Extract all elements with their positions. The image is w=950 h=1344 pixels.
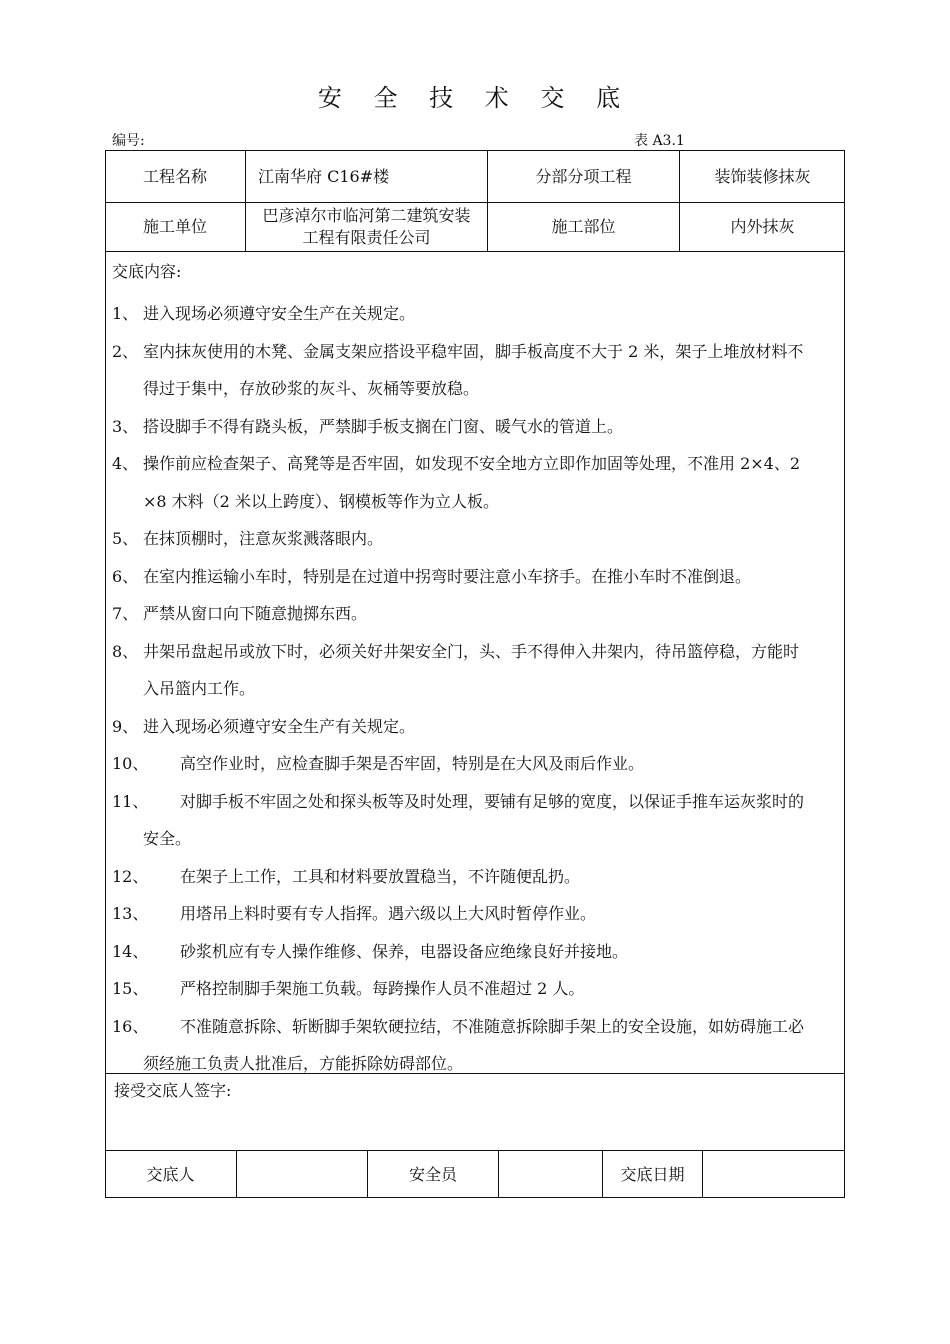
contractor-value (246, 203, 487, 251)
list-item-number: 16、 (112, 1016, 149, 1036)
list-item-number: 13、 (112, 904, 149, 923)
list-item-indent (112, 670, 143, 708)
list-item-text: 入吊篮内工作。 (143, 679, 256, 698)
list-item-indent (112, 820, 143, 858)
list-item-number: 6、 (112, 566, 139, 586)
list-item-text: 搭设脚手不得有跷头板，严禁脚手板支搁在门窗、暖气水的管道上。 (143, 416, 624, 436)
list-item-number: 1、 (112, 304, 139, 323)
list-item-number: 7、 (112, 604, 139, 623)
list-item-number: 2、 (112, 341, 139, 361)
contractor-label: 施工单位 (142, 217, 207, 236)
sub-project-value: 装饰装修抹灰 (714, 166, 811, 186)
list-item-number: 12、 (112, 866, 149, 886)
contractor-value-line-2: 工程有限责任公司 (302, 228, 431, 247)
list-item-text: 室内抹灰使用的木凳、金属支架应搭设平稳牢固，脚手板高度不大于 2 米，架子上堆放材料不 (143, 341, 804, 361)
list-item-text: 井架吊盘起吊或放下时，必须关好井架安全门，头、手不得伸入井架内，待吊篮停稳，方能时 (143, 641, 800, 661)
discloser-value[interactable] (237, 1151, 367, 1198)
list-item-continuation (112, 670, 842, 708)
list-item (112, 858, 842, 896)
list-item-continuation (112, 483, 842, 521)
list-item-text: 在室内推运输小车时，特别是在过道中拐弯时要注意小车挤手。在推小车时不准倒退。 (143, 566, 752, 586)
list-item (112, 895, 842, 933)
list-item-continuation (112, 370, 842, 408)
serial-number-label: 编号: (112, 133, 145, 149)
list-item-text: 砂浆机应有专人操作维修、保养，电器设备应绝缘良好并接地。 (180, 941, 629, 961)
table-rule (105, 251, 845, 252)
list-item-number: 9、 (112, 716, 139, 736)
receiver-signature-label: 接受交底人签字: (114, 1081, 232, 1100)
list-item-number: 14、 (112, 941, 149, 961)
list-item (112, 970, 842, 1008)
list-item-text: 用塔吊上料时要有专人指挥。遇六级以上大风时暂停作业。 (180, 904, 597, 923)
list-item-text: 严格控制脚手架施工负载。每跨操作人员不准超过 2 人。 (180, 979, 585, 998)
list-item (112, 633, 842, 671)
content-items (112, 295, 842, 1083)
list-item (112, 295, 842, 333)
project-name-value: 江南华府 C16#楼 (258, 166, 390, 186)
safety-officer-label: 安全员 (408, 1164, 457, 1184)
list-item-text: 操作前应检查架子、高凳等是否牢固，如发现不安全地方立即作加固等处理，不准用 2×4、2 (143, 454, 801, 473)
form-number: 表 A3.1 (634, 133, 685, 149)
list-item-number: 15、 (112, 979, 149, 998)
list-item-text: 得过于集中，存放砂浆的灰斗、灰桶等要放稳。 (143, 379, 480, 398)
sub-project-label: 分部分项工程 (535, 166, 632, 186)
disclosure-content (112, 258, 842, 1083)
list-item-text: 对脚手板不牢固之处和探头板等及时处理，要铺有足够的宽度，以保证手推车运灰浆时的 (180, 791, 805, 811)
disclosure-date-label: 交底日期 (620, 1164, 685, 1184)
list-item-number: 11、 (112, 791, 149, 811)
list-item-number: 10、 (112, 754, 149, 773)
list-item-indent (112, 370, 143, 408)
discloser-label: 交底人 (146, 1164, 195, 1184)
list-item-number: 5、 (112, 529, 139, 548)
list-item-continuation (112, 1045, 842, 1083)
list-item (112, 708, 842, 746)
list-item (112, 558, 842, 596)
list-item (112, 783, 842, 821)
list-item-text: 进入现场必须遵守安全生产有关规定。 (143, 716, 416, 736)
list-item (112, 745, 842, 783)
list-item-indent (112, 483, 143, 521)
list-item-number: 8、 (112, 641, 139, 661)
list-item-text: 安全。 (143, 829, 192, 848)
disclosure-date-value[interactable] (703, 1151, 845, 1198)
list-item (112, 933, 842, 971)
list-item-number: 3、 (112, 416, 139, 436)
contractor-value-line-1: 巴彦淖尔市临河第二建筑安装 (262, 206, 471, 225)
list-item-text: 在抹顶棚时，注意灰浆溅落眼内。 (143, 529, 384, 548)
list-item (112, 520, 842, 558)
list-item-number: 4、 (112, 454, 139, 473)
page-title: 安 全 技 术 交 底 (317, 84, 633, 112)
list-item (112, 445, 842, 483)
work-location-label: 施工部位 (551, 217, 616, 236)
list-item (112, 595, 842, 633)
list-item (112, 408, 842, 446)
list-item-text: 在架子上工作，工具和材料要放置稳当，不许随便乱扔。 (180, 866, 581, 886)
list-item-indent (112, 1045, 143, 1083)
work-location-value: 内外抹灰 (730, 217, 795, 236)
list-item (112, 1008, 842, 1046)
list-item (112, 333, 842, 371)
list-item-text: ×8 木料（2 米以上跨度）、钢模板等作为立人板。 (143, 491, 499, 511)
list-item-continuation (112, 820, 842, 858)
list-item-text: 须经施工负责人批准后，方能拆除妨碍部位。 (143, 1054, 464, 1073)
safety-officer-value[interactable] (499, 1151, 602, 1198)
list-item-text: 进入现场必须遵守安全生产在关规定。 (143, 304, 416, 323)
list-item-text: 高空作业时，应检查脚手架是否牢固，特别是在大风及雨后作业。 (180, 754, 645, 773)
list-item-text: 严禁从窗口向下随意抛掷东西。 (143, 604, 368, 623)
content-heading: 交底内容: (112, 262, 182, 281)
list-item-text: 不准随意拆除、斩断脚手架软硬拉结，不准随意拆除脚手架上的安全设施，如妨碍施工必 (180, 1016, 805, 1036)
project-name-label: 工程名称 (142, 166, 207, 186)
